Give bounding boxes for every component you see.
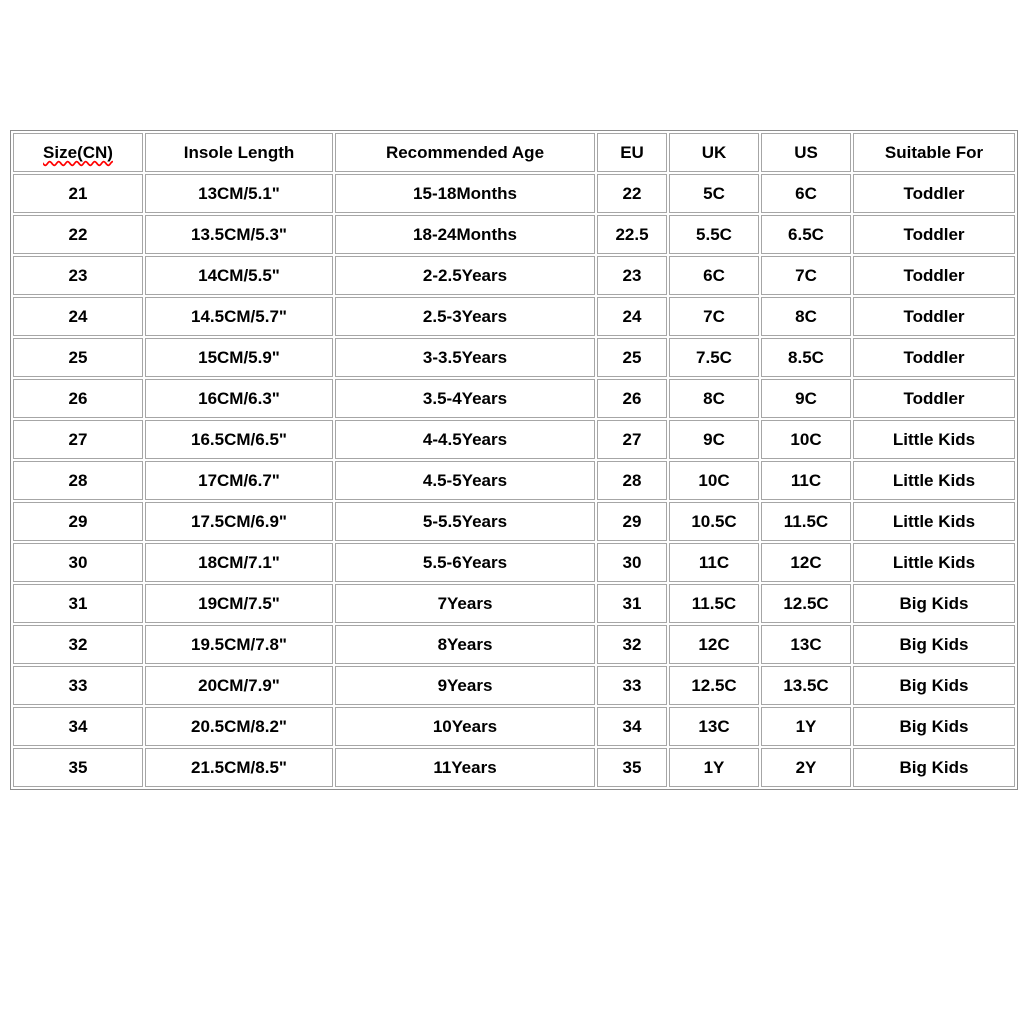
cell-uk: 8C (669, 379, 759, 418)
cell-uk: 13C (669, 707, 759, 746)
cell-insole-length: 13.5CM/5.3" (145, 215, 333, 254)
cell-uk: 10.5C (669, 502, 759, 541)
cell-uk: 11.5C (669, 584, 759, 623)
cell-us: 8C (761, 297, 851, 336)
cell-insole-length: 15CM/5.9" (145, 338, 333, 377)
cell-uk: 5.5C (669, 215, 759, 254)
cell-insole-length: 14CM/5.5" (145, 256, 333, 295)
header-recommended-age: Recommended Age (335, 133, 595, 172)
table-row (13, 625, 1015, 664)
cell-us: 10C (761, 420, 851, 459)
cell-us: 7C (761, 256, 851, 295)
cell-size-cn: 24 (13, 297, 143, 336)
cell-uk: 5C (669, 174, 759, 213)
cell-us: 12.5C (761, 584, 851, 623)
cell-recommended-age: 4.5-5Years (335, 461, 595, 500)
header-eu: EU (597, 133, 667, 172)
cell-uk: 9C (669, 420, 759, 459)
cell-size-cn: 31 (13, 584, 143, 623)
cell-size-cn: 29 (13, 502, 143, 541)
cell-recommended-age: 9Years (335, 666, 595, 705)
cell-size-cn: 34 (13, 707, 143, 746)
table-row (13, 420, 1015, 459)
cell-uk: 7.5C (669, 338, 759, 377)
table-row (13, 174, 1015, 213)
cell-eu: 27 (597, 420, 667, 459)
cell-uk: 11C (669, 543, 759, 582)
cell-eu: 35 (597, 748, 667, 787)
cell-suitable-for: Big Kids (853, 707, 1015, 746)
cell-size-cn: 33 (13, 666, 143, 705)
cell-size-cn: 21 (13, 174, 143, 213)
table-row (13, 666, 1015, 705)
cell-eu: 24 (597, 297, 667, 336)
cell-eu: 22.5 (597, 215, 667, 254)
cell-recommended-age: 2-2.5Years (335, 256, 595, 295)
cell-us: 13C (761, 625, 851, 664)
cell-insole-length: 16CM/6.3" (145, 379, 333, 418)
cell-recommended-age: 18-24Months (335, 215, 595, 254)
cell-us: 6.5C (761, 215, 851, 254)
cell-insole-length: 14.5CM/5.7" (145, 297, 333, 336)
cell-suitable-for: Toddler (853, 256, 1015, 295)
table-row (13, 338, 1015, 377)
cell-recommended-age: 2.5-3Years (335, 297, 595, 336)
cell-eu: 23 (597, 256, 667, 295)
cell-us: 1Y (761, 707, 851, 746)
cell-suitable-for: Toddler (853, 379, 1015, 418)
cell-size-cn: 35 (13, 748, 143, 787)
cell-insole-length: 21.5CM/8.5" (145, 748, 333, 787)
header-suitable-for: Suitable For (853, 133, 1015, 172)
cell-size-cn: 22 (13, 215, 143, 254)
cell-recommended-age: 5.5-6Years (335, 543, 595, 582)
cell-suitable-for: Big Kids (853, 584, 1015, 623)
table-row (13, 584, 1015, 623)
cell-recommended-age: 8Years (335, 625, 595, 664)
table-row (13, 256, 1015, 295)
table-row (13, 461, 1015, 500)
cell-insole-length: 17.5CM/6.9" (145, 502, 333, 541)
cell-eu: 32 (597, 625, 667, 664)
cell-size-cn: 23 (13, 256, 143, 295)
cell-recommended-age: 3.5-4Years (335, 379, 595, 418)
cell-eu: 30 (597, 543, 667, 582)
cell-size-cn: 30 (13, 543, 143, 582)
cell-us: 11.5C (761, 502, 851, 541)
table-row (13, 215, 1015, 254)
cell-suitable-for: Little Kids (853, 543, 1015, 582)
cell-insole-length: 16.5CM/6.5" (145, 420, 333, 459)
cell-size-cn: 25 (13, 338, 143, 377)
shoe-size-chart-table (10, 130, 1018, 790)
cell-eu: 28 (597, 461, 667, 500)
cell-size-cn: 26 (13, 379, 143, 418)
cell-uk: 6C (669, 256, 759, 295)
header-size-cn (13, 133, 143, 172)
cell-recommended-age: 7Years (335, 584, 595, 623)
cell-us: 2Y (761, 748, 851, 787)
cell-recommended-age: 15-18Months (335, 174, 595, 213)
table-row (13, 297, 1015, 336)
cell-eu: 26 (597, 379, 667, 418)
table-row (13, 543, 1015, 582)
cell-eu: 25 (597, 338, 667, 377)
cell-size-cn: 32 (13, 625, 143, 664)
header-uk: UK (669, 133, 759, 172)
cell-suitable-for: Big Kids (853, 666, 1015, 705)
cell-eu: 33 (597, 666, 667, 705)
cell-insole-length: 19CM/7.5" (145, 584, 333, 623)
cell-us: 8.5C (761, 338, 851, 377)
cell-insole-length: 18CM/7.1" (145, 543, 333, 582)
cell-eu: 29 (597, 502, 667, 541)
cell-uk: 12C (669, 625, 759, 664)
cell-suitable-for: Big Kids (853, 748, 1015, 787)
cell-insole-length: 17CM/6.7" (145, 461, 333, 500)
cell-suitable-for: Toddler (853, 174, 1015, 213)
table-header-row (13, 133, 1015, 172)
cell-suitable-for: Big Kids (853, 625, 1015, 664)
cell-insole-length: 20CM/7.9" (145, 666, 333, 705)
cell-recommended-age: 10Years (335, 707, 595, 746)
cell-suitable-for: Little Kids (853, 461, 1015, 500)
cell-recommended-age: 4-4.5Years (335, 420, 595, 459)
cell-recommended-age: 3-3.5Years (335, 338, 595, 377)
cell-eu: 31 (597, 584, 667, 623)
cell-suitable-for: Toddler (853, 215, 1015, 254)
header-insole-length: Insole Length (145, 133, 333, 172)
cell-us: 13.5C (761, 666, 851, 705)
cell-us: 12C (761, 543, 851, 582)
cell-eu: 34 (597, 707, 667, 746)
table-row (13, 502, 1015, 541)
table-row (13, 379, 1015, 418)
table-row (13, 748, 1015, 787)
cell-insole-length: 20.5CM/8.2" (145, 707, 333, 746)
cell-size-cn: 27 (13, 420, 143, 459)
cell-uk: 7C (669, 297, 759, 336)
table-row (13, 707, 1015, 746)
cell-recommended-age: 11Years (335, 748, 595, 787)
cell-suitable-for: Little Kids (853, 420, 1015, 459)
cell-uk: 10C (669, 461, 759, 500)
cell-uk: 1Y (669, 748, 759, 787)
cell-suitable-for: Toddler (853, 338, 1015, 377)
cell-size-cn: 28 (13, 461, 143, 500)
header-us: US (761, 133, 851, 172)
cell-us: 6C (761, 174, 851, 213)
cell-uk: 12.5C (669, 666, 759, 705)
cell-suitable-for: Little Kids (853, 502, 1015, 541)
cell-us: 9C (761, 379, 851, 418)
header-size-cn-label: Size(CN) (43, 142, 113, 162)
cell-eu: 22 (597, 174, 667, 213)
cell-suitable-for: Toddler (853, 297, 1015, 336)
cell-recommended-age: 5-5.5Years (335, 502, 595, 541)
cell-us: 11C (761, 461, 851, 500)
cell-insole-length: 13CM/5.1" (145, 174, 333, 213)
cell-insole-length: 19.5CM/7.8" (145, 625, 333, 664)
